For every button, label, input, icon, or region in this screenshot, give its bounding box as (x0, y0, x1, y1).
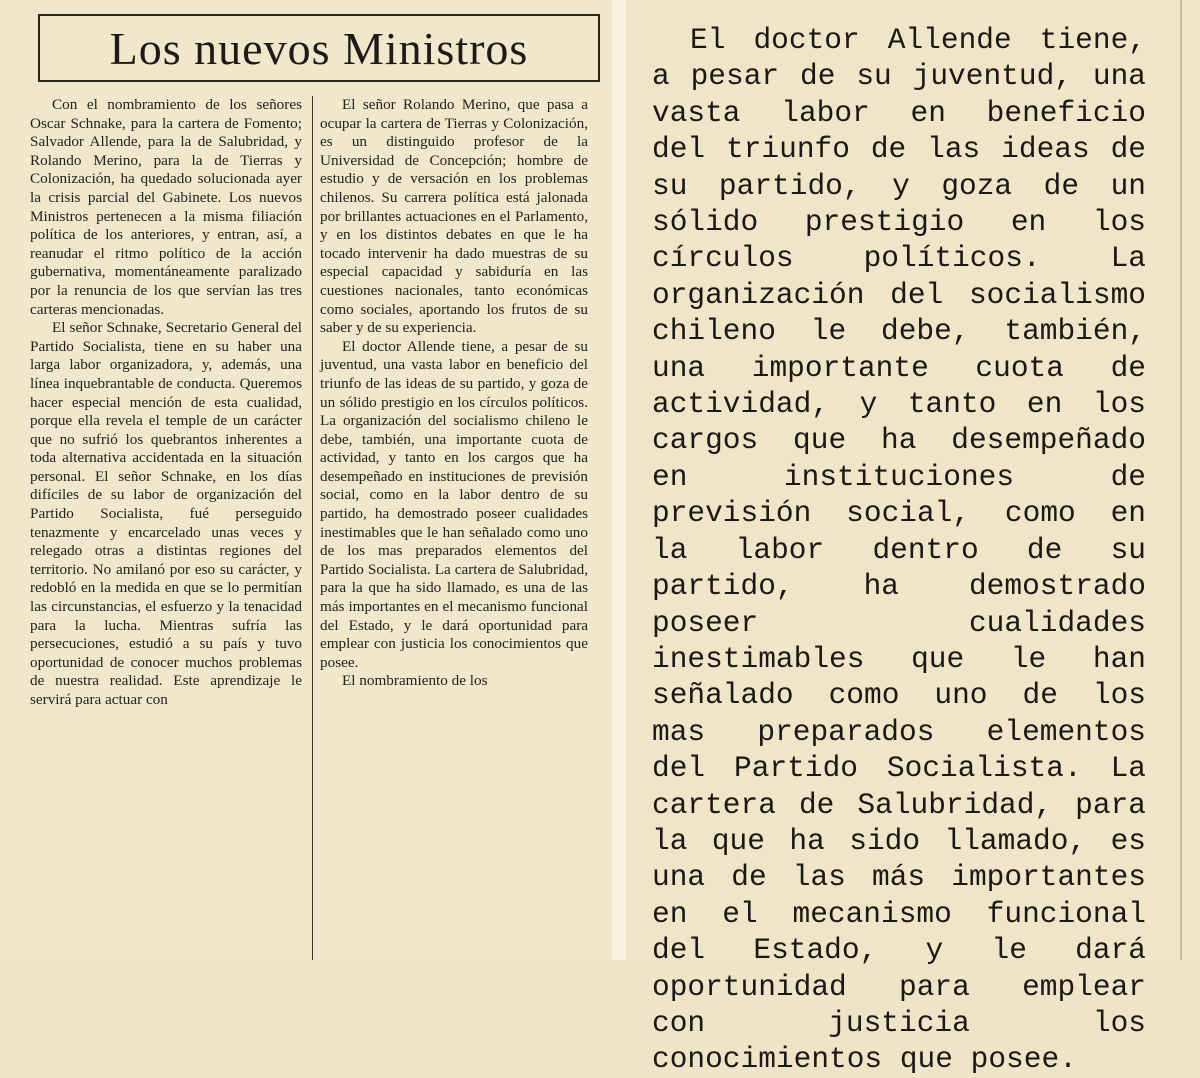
paragraph: El señor Rolando Merino, que pasa a ocupar la cartera de Tierras y Colonización, es un distinguido profesor de la Universidad de Concepción; hombre de estudio y de versación en los problemas chilenos. Su carrera política está jalonada por brillantes actuaciones en el Parlamento, y en los distintos debates en que le ha tocado intervenir ha dado muestras de su especial capacidad y sabiduría en las cuestiones nacionales, tanto económicas como sociales, aportando los frutos de su saber y de su experiencia. (320, 96, 588, 337)
separator (612, 0, 626, 960)
article-column-left (30, 96, 302, 710)
article-column-right (320, 96, 588, 691)
headline-box (38, 14, 600, 82)
enlarged-text (652, 22, 1146, 1078)
paragraph: Con el nombramiento de los señores Oscar Schnake, para la cartera de Fomento; Salvador Allende, para la de Salubridad, y Rolando Merino, para la de Tierras y Colonización, ha quedado solucionada ayer la crisis parcial del Gabinete. Los nuevos Ministros pertenecen a la misma filiación política de los anteriores, y entran, así, a reanudar el ritmo político de la acción gubernativa, momentáneamente paralizado por la renuncia de los que servían las tres carteras mencionadas. (30, 96, 302, 318)
divider (1180, 0, 1182, 960)
paragraph: El doctor Allende tiene, a pesar de su juventud, una vasta labor en beneficio del triunfo de las ideas de su partido, y goza de un sólido prestigio en los círculos políticos. La organización del socialismo chileno le debe, también, una importante cuota de actividad, y tanto en los cargos que ha desempeñado en instituciones de previsión social, como en la labor dentro de su partido, ha demostrado poseer cualidades inestimables que le han señalado como uno de los mas preparados elementos del Partido Socialista. La cartera de Salubridad, para la que ha sido llamado, es una de las más importantes en el mecanismo funcional del Estado, y le dará oportunidad para emplear con justicia los conocimientos que posee. (320, 337, 588, 671)
paragraph: El señor Schnake, Secretario General del Partido Socialista, tiene en su haber una larga labor organizadora, y, además, una línea inquebrantable de conducta. Queremos hacer especial mención de esta cualidad, porque ella revela el temple de un carácter que no sufrió los quebrantos inherentes a toda alternativa accidentada en la situación personal. El señor Schnake, en los días difíciles de su labor de organización del Partido Socialista, fué perseguido tenazmente y encarcelado unas veces y relegado otras a distintas regiones del territorio. No amilanó por eso su carácter, y redobló en la medida en que se lo permitían las circunstancias, el esfuerzo y la tenacidad para la lucha. Mientras sufría las persecuciones, estudió a su país y tuvo oportunidad de conocer muchos problemas de nuestra realidad. Este aprendizaje le servirá para actuar con (30, 319, 302, 708)
paragraph: El nombramiento de los (342, 672, 488, 690)
newspaper-clipping (0, 0, 613, 960)
column-divider (312, 96, 313, 960)
enlarged-paragraph: El doctor Allende tiene, a pesar de su juventud, una vasta labor en beneficio del triunfo de las ideas de su partido, y goza de un sólido prestigio en los círculos políticos. La organización del socialismo chileno le debe, también, una importante cuota de actividad, y tanto en los cargos que ha desempeñado en instituciones de previsión social, como en la labor dentro de su partido, ha demostrado poseer cualidades inestimables que le han señalado como uno de los mas preparados elementos del Partido Socialista. La cartera de Salubridad, para la que ha sido llamado, es una de las más importantes en el mecanismo funcional del Estado, y le dará oportunidad para emplear con justicia los conocimientos que posee. (652, 23, 1146, 1077)
headline: Los nuevos Ministros (109, 22, 529, 74)
